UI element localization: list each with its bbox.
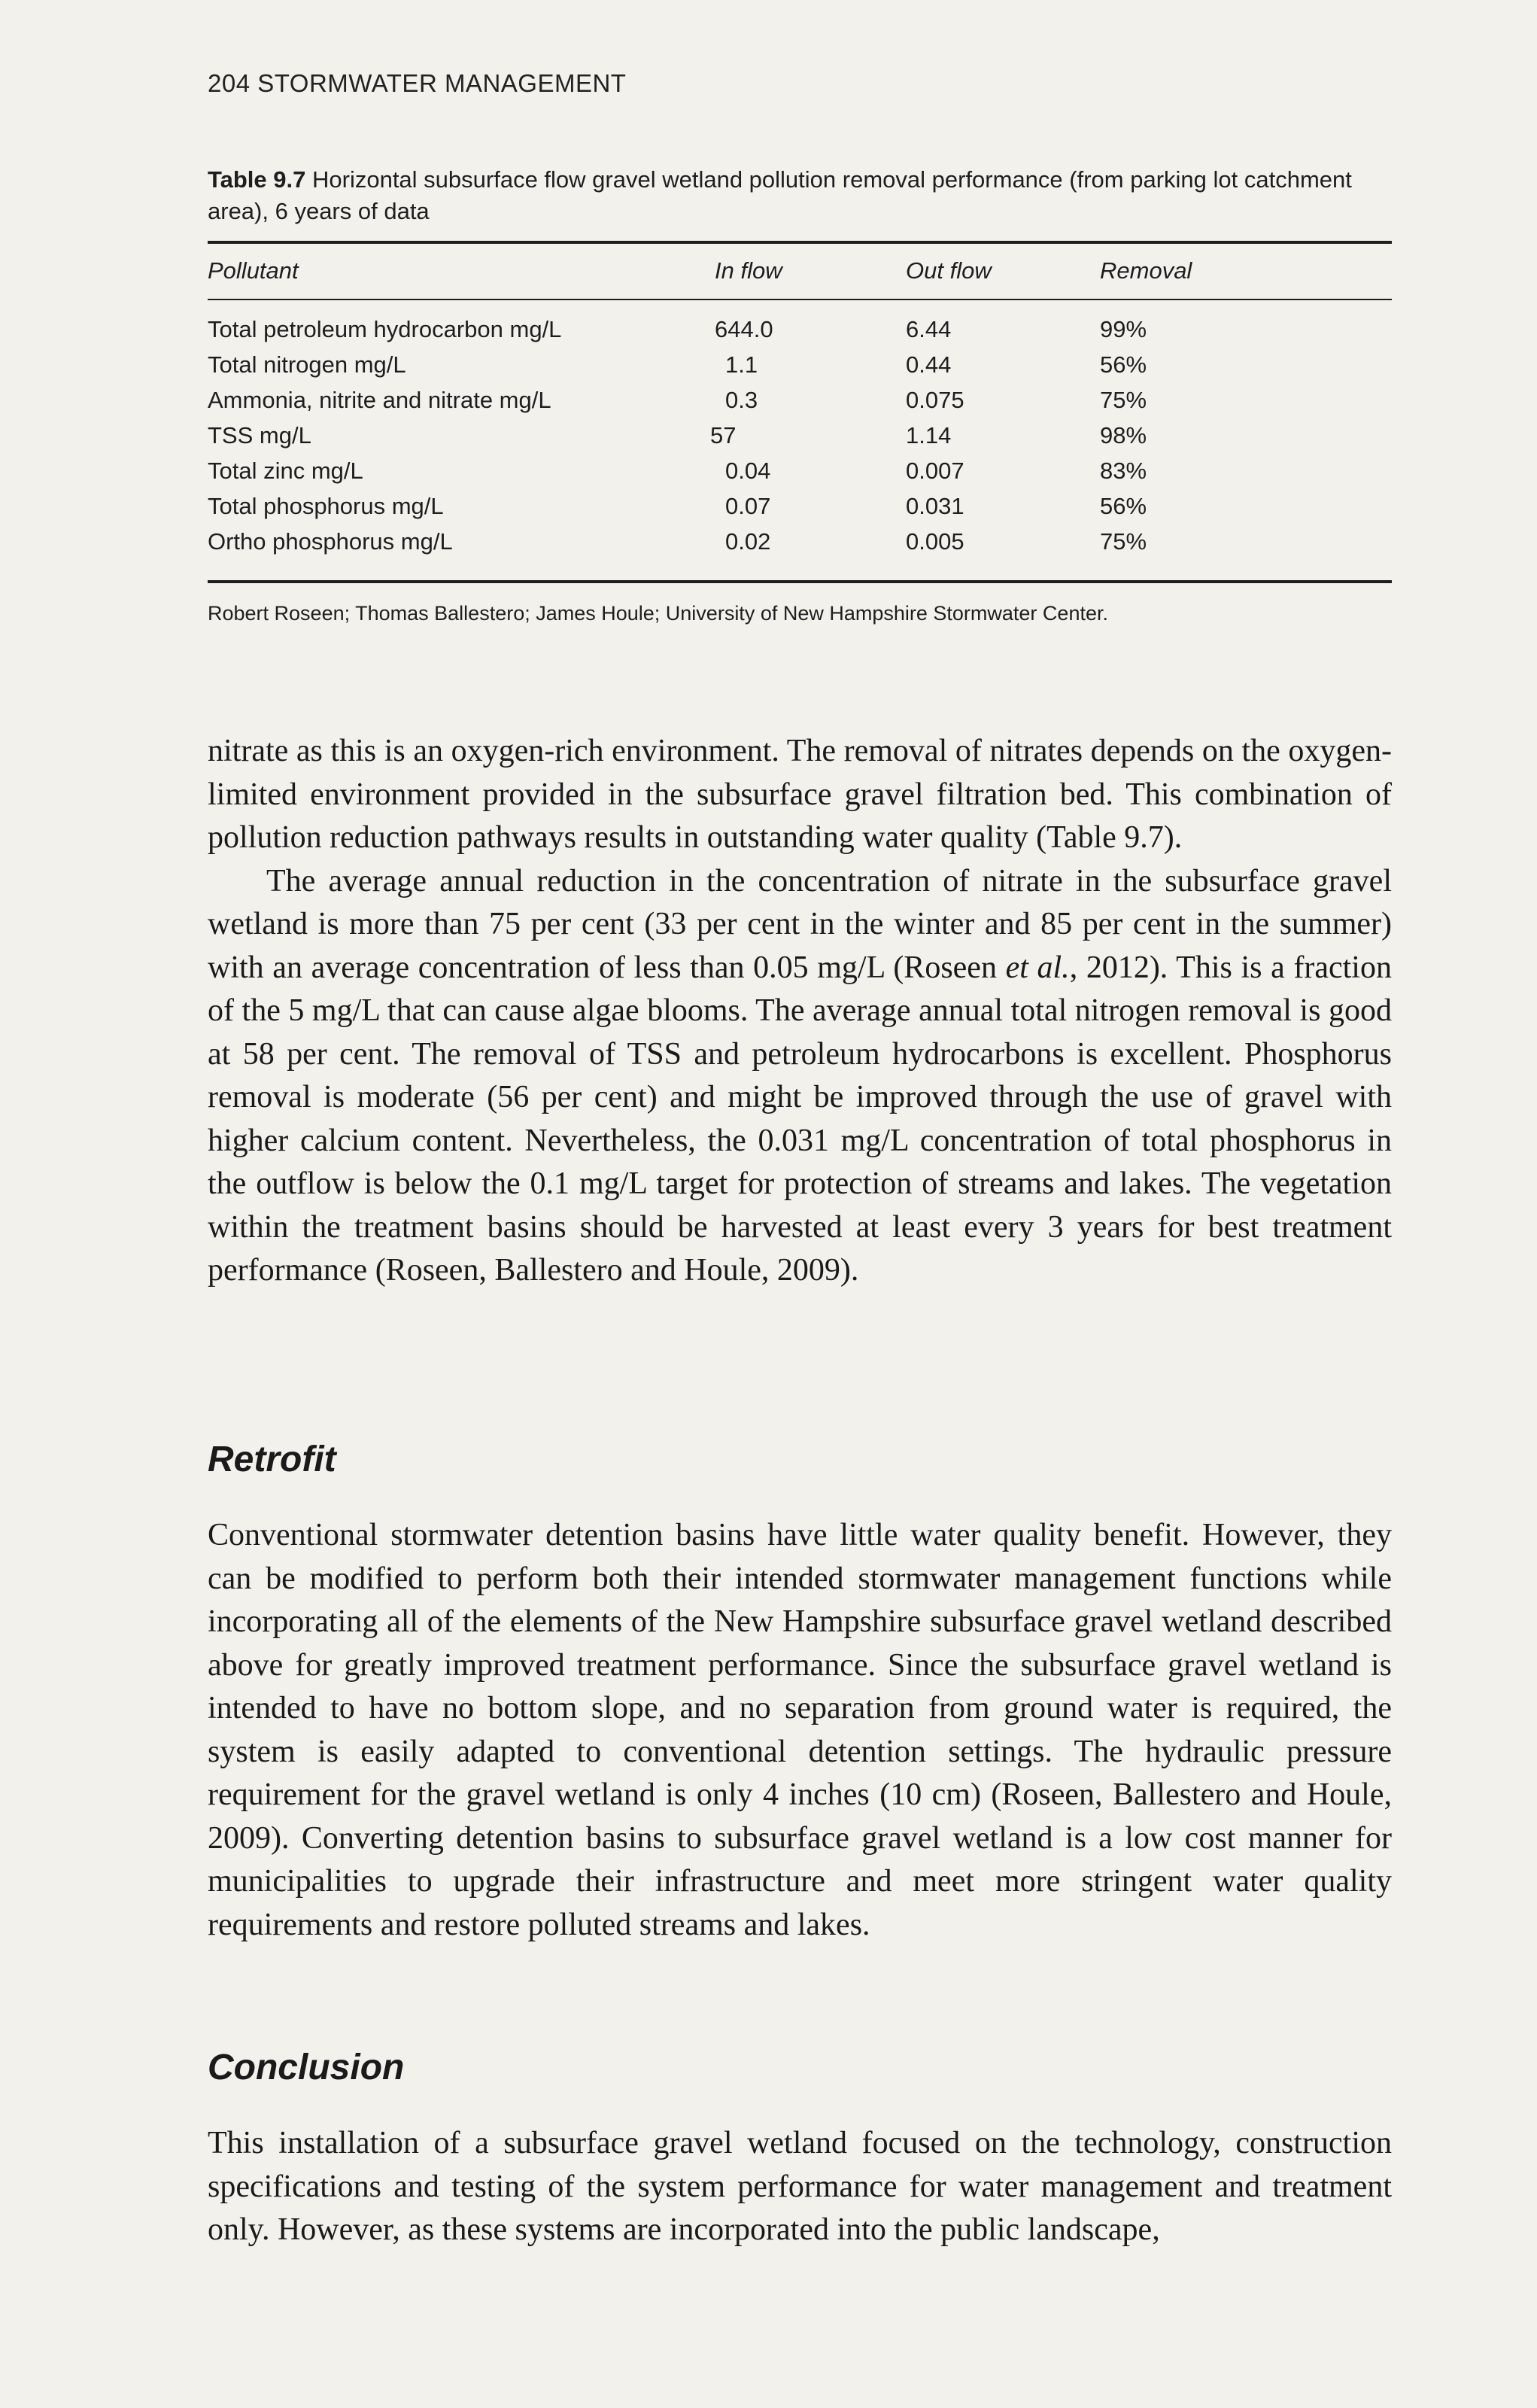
cell-in-flow: 644.0 bbox=[715, 316, 773, 342]
header-out-flow: Out flow bbox=[906, 257, 992, 284]
header-pollutant: Pollutant bbox=[208, 257, 299, 284]
paragraph-2-part-a: The average annual reduction in the concentration of nitrate in the subsurface gravel wetland is more than 75 per cent (33 per cent in the winter and 85 per cent in the summer) with an average concentration of less than 0.05 mg/L (Roseen bbox=[208, 863, 1392, 985]
table-caption-text: Horizontal subsurface flow gravel wetland pollution removal performance (from parking lot catchment area), 6 years of data bbox=[208, 166, 1352, 224]
cell-removal: 56% bbox=[1100, 351, 1147, 378]
conclusion-paragraph: This installation of a subsurface gravel wetland focused on the technology, construction specifications and testing of the system performance for water management and treatment only. However, as these systems are incorporated into the public landscape, bbox=[208, 2126, 1392, 2247]
conclusion-section bbox=[208, 2122, 1392, 2252]
cell-pollutant: Ortho phosphorus mg/L bbox=[208, 528, 453, 555]
cell-pollutant: Total zinc mg/L bbox=[208, 458, 363, 484]
cell-out-flow: 0.005 bbox=[906, 528, 964, 555]
table-header-rule bbox=[208, 299, 1392, 300]
cell-removal: 75% bbox=[1100, 387, 1147, 413]
cell-pollutant: Total petroleum hydrocarbon mg/L bbox=[208, 316, 562, 342]
section-heading-retrofit: Retrofit bbox=[208, 1440, 336, 1479]
table-top-rule bbox=[208, 241, 1392, 244]
paragraph-1: nitrate as this is an oxygen-rich environment. The removal of nitrates depends on the oxygen-limited environment provided in the subsurface gravel filtration bed. This combination of pollution reduction pathways results in outstanding water quality (Table 9.7). bbox=[208, 734, 1392, 855]
paragraph-2-part-b: , 2012). This is a fraction of the 5 mg/L that can cause algae blooms. The average annual total nitrogen removal is good at 58 per cent. The removal of TSS and petroleum hydrocarbons is excellent. Phosphorus removal is moderate (56 per cent) and might be improved through the use of gravel with higher calcium content. Nevertheless, the 0.031 mg/L concentration of total phosphorus in the outflow is below the 0.1 mg/L target for protection of streams and lakes. The vegetation within the treatment basins should be harvested at least every 3 years for best treatment performance (Roseen, Ballestero and Houle, 2009). bbox=[208, 950, 1392, 1288]
header-removal: Removal bbox=[1100, 257, 1192, 284]
cell-in-flow: 0.02 bbox=[725, 528, 771, 555]
retrofit-section bbox=[208, 1514, 1392, 1947]
body-paragraphs bbox=[208, 730, 1392, 1293]
cell-out-flow: 6.44 bbox=[906, 316, 952, 342]
cell-in-flow: 57 bbox=[710, 422, 737, 448]
cell-out-flow: 1.14 bbox=[906, 422, 952, 448]
cell-out-flow: 0.031 bbox=[906, 493, 964, 519]
table-label: Table 9.7 bbox=[208, 166, 306, 193]
section-heading-conclusion: Conclusion bbox=[208, 2048, 405, 2087]
cell-in-flow: 1.1 bbox=[725, 351, 758, 378]
cell-removal: 99% bbox=[1100, 316, 1147, 342]
cell-in-flow: 0.3 bbox=[725, 387, 758, 413]
cell-removal: 98% bbox=[1100, 422, 1147, 448]
header-in-flow: In flow bbox=[715, 257, 782, 284]
cell-removal: 75% bbox=[1100, 528, 1147, 555]
running-head: 204 STORMWATER MANAGEMENT bbox=[208, 69, 627, 97]
cell-in-flow: 0.07 bbox=[725, 493, 771, 519]
cell-in-flow: 0.04 bbox=[725, 458, 771, 484]
table-source-note: Robert Roseen; Thomas Ballestero; James Houle; University of New Hampshire Stormwater Center. bbox=[208, 602, 1108, 625]
cell-pollutant: Total nitrogen mg/L bbox=[208, 351, 406, 378]
table-bottom-rule bbox=[208, 580, 1392, 583]
cell-out-flow: 0.44 bbox=[906, 351, 952, 378]
cell-out-flow: 0.075 bbox=[906, 387, 964, 413]
paragraph-2 bbox=[208, 860, 1392, 1293]
cell-pollutant: Total phosphorus mg/L bbox=[208, 493, 444, 519]
paragraph-2-citation-etal: et al. bbox=[1005, 950, 1070, 985]
cell-removal: 56% bbox=[1100, 493, 1147, 519]
cell-pollutant: TSS mg/L bbox=[208, 422, 311, 448]
retrofit-paragraph: Conventional stormwater detention basins have little water quality benefit. However, they can be modified to perform both their intended stormwater management functions while incorporating all of the elements of the New Hampshire subsurface gravel wetland described above for greatly improved treatment performance. Since the subsurface gravel wetland is intended to have no bottom slope, and no separation from ground water is required, the system is easily adapted to conventional detention settings. The hydraulic pressure requirement for the gravel wetland is only 4 inches (10 cm) (Roseen, Ballestero and Houle, 2009). Converting detention basins to subsurface gravel wetland is a low cost manner for municipalities to upgrade their infrastructure and meet more stringent water quality requirements and restore polluted streams and lakes. bbox=[208, 1518, 1392, 1942]
cell-out-flow: 0.007 bbox=[906, 458, 964, 484]
cell-pollutant: Ammonia, nitrite and nitrate mg/L bbox=[208, 387, 551, 413]
cell-removal: 83% bbox=[1100, 458, 1147, 484]
table-caption bbox=[208, 164, 1392, 227]
